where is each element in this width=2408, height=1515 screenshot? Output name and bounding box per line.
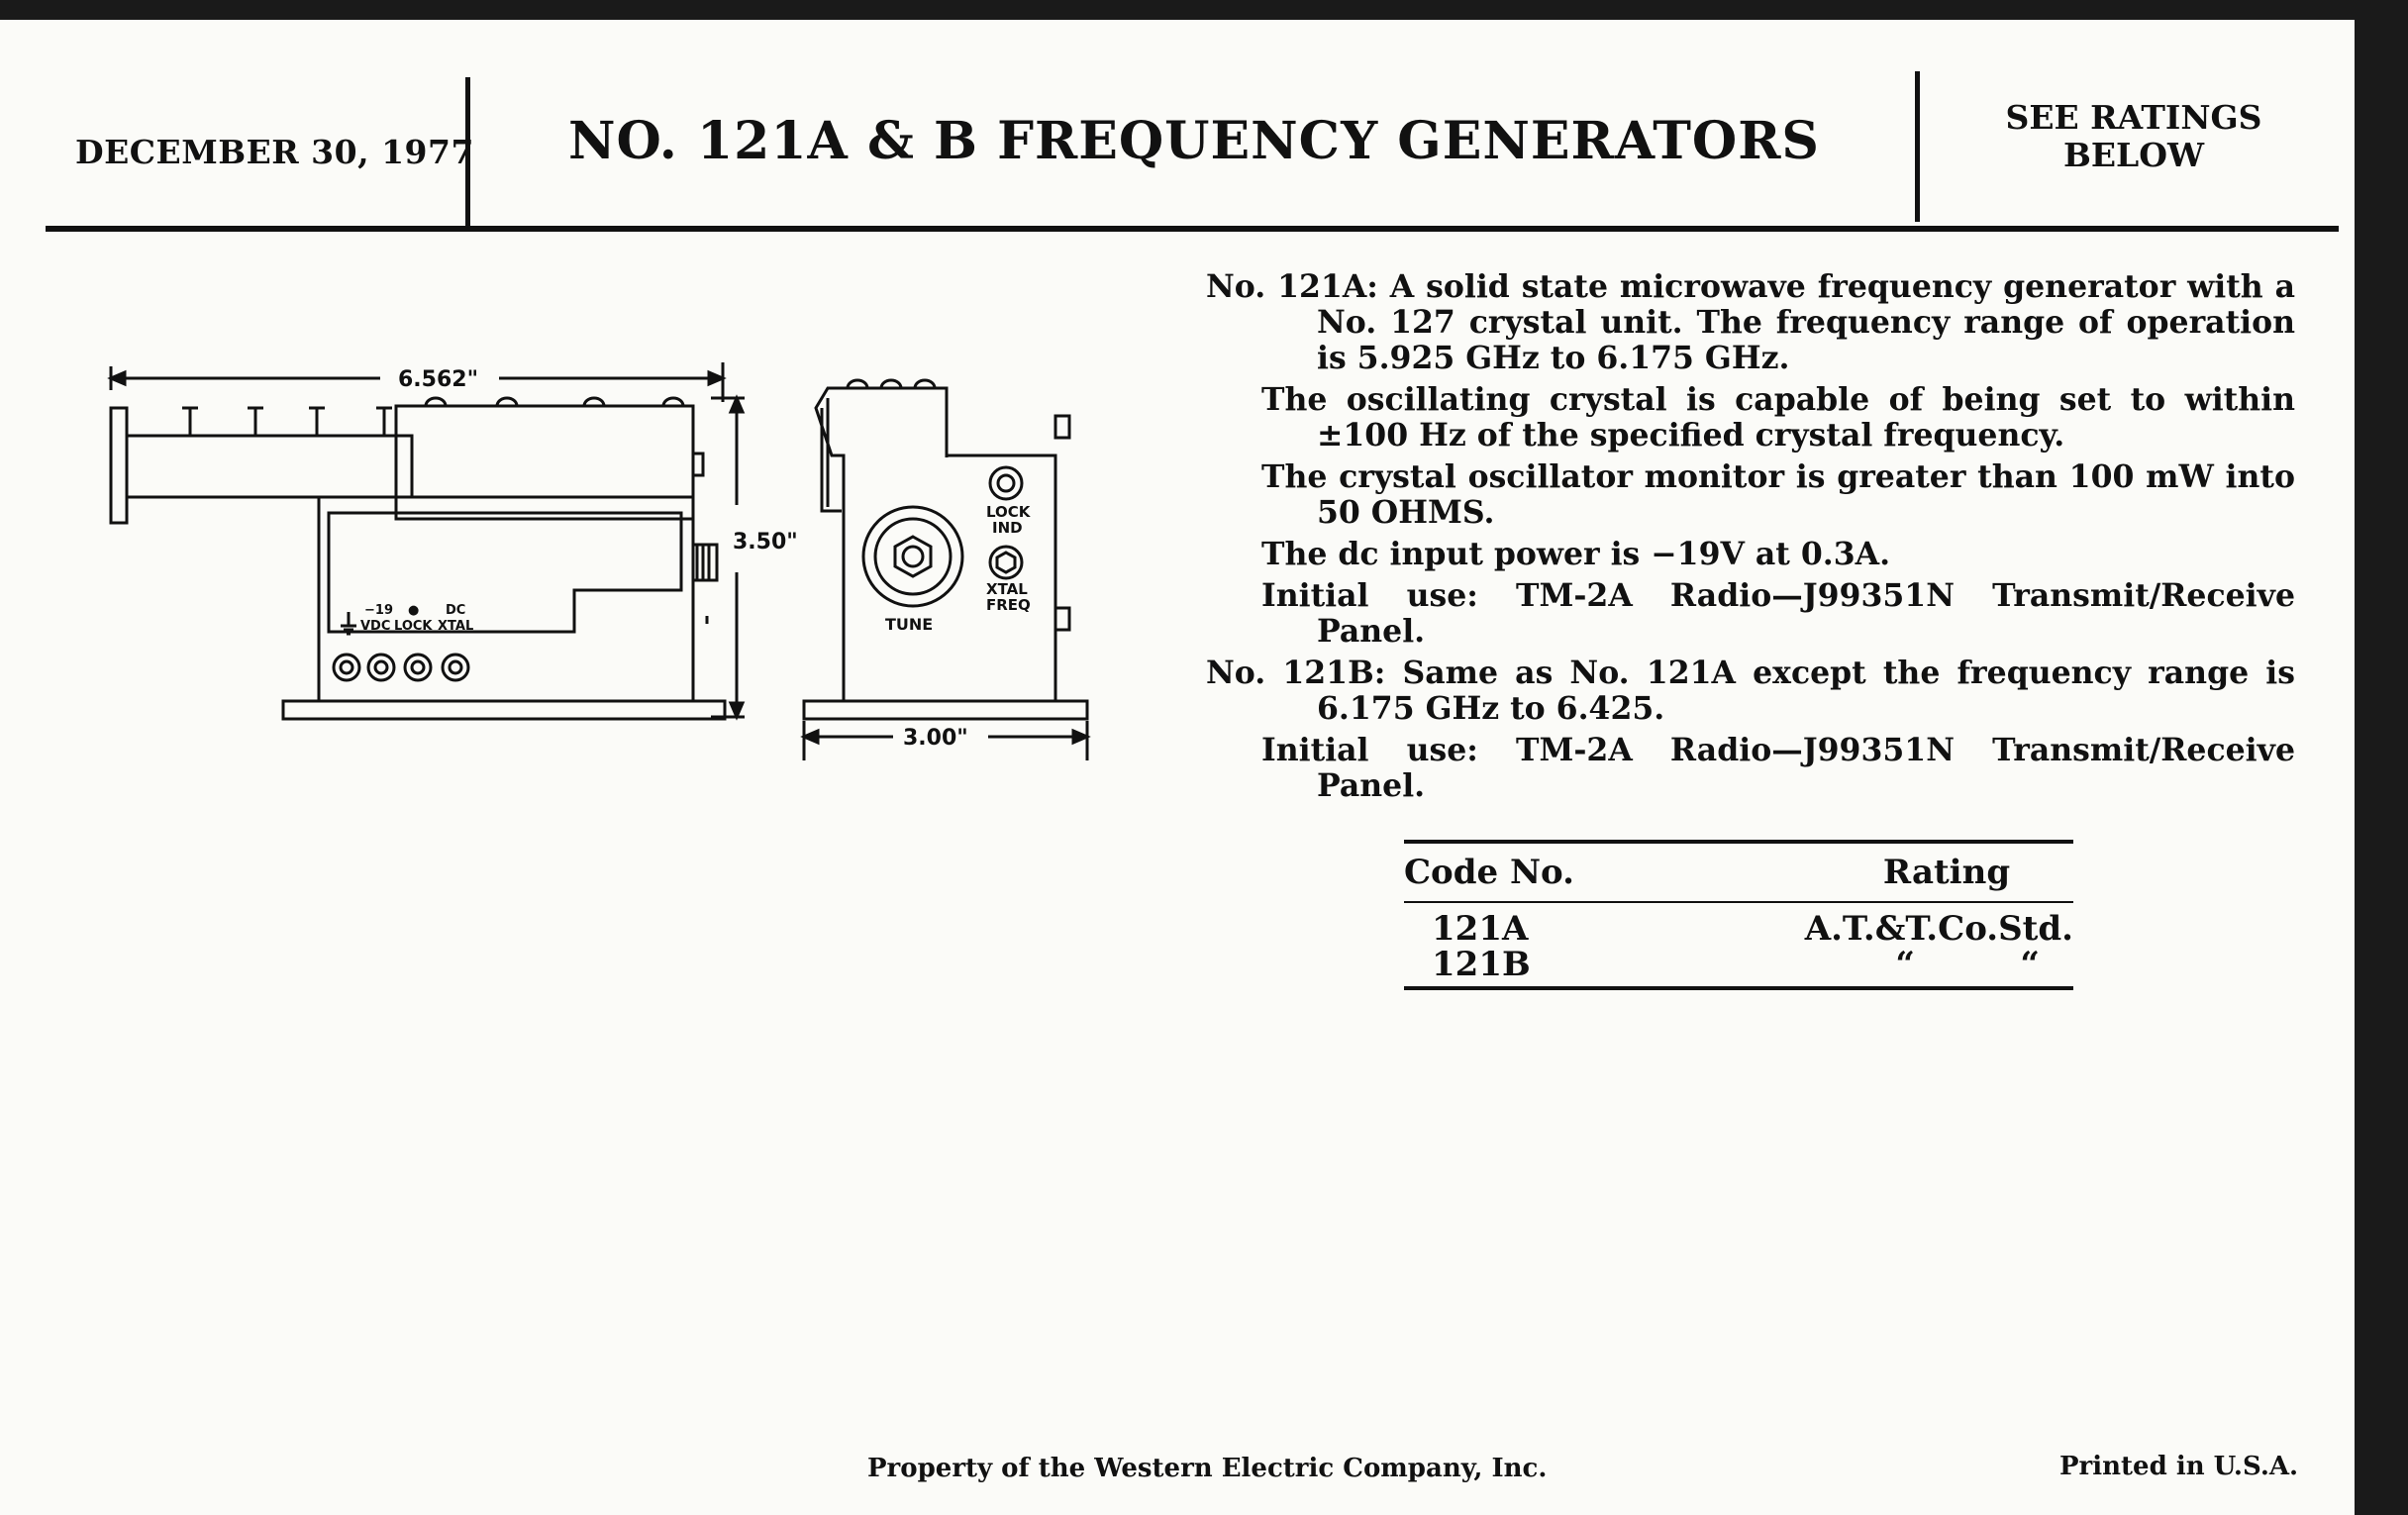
paragraph-initial-use-a: Initial use: TM-2A Radio—J99351N Transmit/Receive Panel. — [1261, 577, 2295, 650]
label-neg19: −19 — [364, 603, 393, 618]
cell-rating: “ “ — [1895, 945, 2040, 984]
label-lock: LOCK — [394, 619, 433, 634]
label-xtal-freq-1: XTAL — [986, 580, 1028, 598]
label-lock-ind-2: IND — [992, 519, 1023, 537]
upper-housing — [396, 406, 693, 519]
paragraph-121b: No. 121B: Same as No. 121A except the frequency range is 6.175 GHz to 6.425. — [1206, 655, 2295, 727]
end-view-body — [816, 388, 1055, 701]
table-row — [1404, 911, 2073, 947]
paragraph-input-power: The dc input power is −19V at 0.3A. — [1261, 536, 1891, 572]
label-xtal: XTAL — [438, 619, 474, 634]
equipment-drawing — [99, 337, 1109, 772]
lock-indicator — [990, 467, 1022, 499]
tune-knob — [863, 507, 962, 606]
page-title: NO. 121A & B FREQUENCY GENERATORS — [568, 111, 1820, 171]
table-body — [1404, 903, 2073, 986]
dim-height-label: 3.50" — [733, 530, 798, 555]
header-rating: Rating — [1882, 853, 2011, 892]
table-header — [1404, 844, 2073, 901]
header-code-no: Code No. — [1404, 853, 1574, 892]
waveguide-flange — [111, 408, 127, 523]
waveguide-screws — [182, 408, 392, 436]
ratings-table — [1404, 840, 2073, 990]
footer-property: Property of the Western Electric Company, Inc. — [867, 1454, 1548, 1483]
ratings-note-line2: BELOW — [2062, 136, 2205, 174]
paragraph-crystal-setting: The oscillating crystal is capable of being set to within ±100 Hz of the specified crystal frequency. — [1261, 381, 2295, 454]
end-base — [804, 701, 1087, 719]
cell-code: 121A — [1432, 909, 1529, 949]
footer-printed: Printed in U.S.A. — [2059, 1452, 2299, 1481]
label-xtal-freq-2: FREQ — [986, 596, 1031, 614]
paragraph-121a-intro: No. 121A: A solid state microwave frequency generator with a No. 127 crystal unit. The frequency range of operation is 5.925 GHz to 6.175 GHz. — [1206, 268, 2295, 376]
table-bottom-rule — [1404, 986, 2073, 990]
dim-length-label: 6.562" — [398, 367, 479, 392]
lock-dot: ● — [408, 603, 420, 618]
label-lock-ind-1: LOCK — [986, 503, 1031, 521]
scan-border — [2355, 0, 2408, 1515]
header-rule — [46, 226, 2339, 232]
cell-code: 121B — [1432, 945, 1531, 984]
label-vdc: VDC — [360, 619, 391, 634]
label-dc: DC — [446, 603, 466, 618]
paragraph-monitor: The crystal oscillator monitor is greater than 100 mW into 50 OHMS. — [1261, 458, 2295, 531]
ratings-note-line1: SEE RATINGS — [2005, 98, 2262, 137]
label-tune: TUNE — [885, 615, 934, 634]
ratings-note — [1921, 99, 2347, 174]
document-date: DECEMBER 30, 1977 — [75, 133, 474, 171]
cell-rating: A.T.&T.Co.Std. — [1804, 909, 2073, 949]
side-base — [283, 701, 725, 719]
paragraph-initial-use-b: Initial use: TM-2A Radio—J99351N Transmit/Receive Panel. — [1261, 732, 2295, 804]
front-connectors — [334, 655, 468, 680]
dim-width-label: 3.00" — [903, 726, 968, 751]
description-text — [1206, 269, 2295, 810]
waveguide-body — [127, 436, 412, 497]
table-row — [1404, 947, 2073, 982]
